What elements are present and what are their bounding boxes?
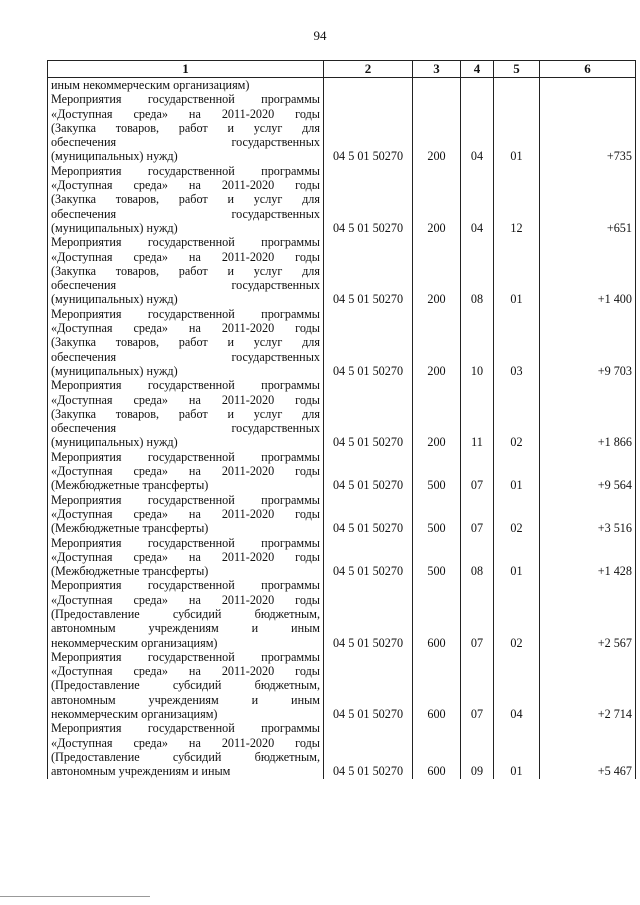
row-description-line: (Предоставление субсидий бюджетным, [51, 749, 320, 764]
table-row [48, 235, 636, 306]
row-description-line: «Доступная среда» на 2011-2020 годы [51, 106, 320, 121]
row-amount: +735 [540, 92, 636, 163]
budget-table [47, 60, 636, 779]
row-description-line: «Доступная среда» на 2011-2020 годы [51, 249, 320, 264]
row-description-line: (Предоставление субсидий бюджетным, [51, 606, 320, 621]
row-description [48, 307, 324, 378]
row-code: 04 5 01 50270 [324, 536, 413, 579]
row-description-line: «Доступная среда» на 2011-2020 годы [51, 549, 320, 564]
row-description-line: Мероприятия государственной программы [51, 92, 320, 107]
row-description [48, 92, 324, 163]
table-row [48, 578, 636, 649]
row-description-line: «Доступная среда» на 2011-2020 годы [51, 664, 320, 679]
row-description [48, 164, 324, 235]
row-description-line: «Доступная среда» на 2011-2020 годы [51, 506, 320, 521]
row-code: 04 5 01 50270 [324, 307, 413, 378]
table-row [48, 378, 636, 449]
row-description-line: Мероприятия государственной программы [51, 649, 320, 664]
row-description-line: «Доступная среда» на 2011-2020 годы [51, 321, 320, 336]
row-code: 04 5 01 50270 [324, 378, 413, 449]
row-code: 04 5 01 50270 [324, 721, 413, 778]
row-subsection: 01 [494, 721, 540, 778]
table-row [48, 92, 636, 163]
row-description-line: обеспечения государственных [51, 421, 320, 436]
row-amount: +2 567 [540, 578, 636, 649]
row-amount: +651 [540, 164, 636, 235]
row-description-line: Мероприятия государственной программы [51, 721, 320, 736]
row-amount: +2 714 [540, 650, 636, 721]
row-section: 07 [461, 450, 494, 493]
row-description-line: (Межбюджетные трансферты) [51, 478, 209, 493]
row-subsection: 01 [494, 235, 540, 306]
row-code: 04 5 01 50270 [324, 450, 413, 493]
table-row [48, 650, 636, 721]
row-description-line: обеспечения государственных [51, 349, 320, 364]
row-amount: +5 467 [540, 721, 636, 778]
row-description-line: Мероприятия государственной программы [51, 578, 320, 593]
row-description [48, 493, 324, 536]
row-description-line: (Закупка товаров, работ и услуг для [51, 406, 320, 421]
table-row [48, 721, 636, 778]
row-subsection: 01 [494, 450, 540, 493]
row-description [48, 450, 324, 493]
row-expense-type: 200 [413, 164, 461, 235]
row-section: 07 [461, 493, 494, 536]
row-expense-type: 200 [413, 92, 461, 163]
row-code: 04 5 01 50270 [324, 235, 413, 306]
column-header: 4 [461, 61, 494, 78]
row-expense-type: 200 [413, 307, 461, 378]
column-header: 2 [324, 61, 413, 78]
row-description-line: «Доступная среда» на 2011-2020 годы [51, 735, 320, 750]
row-section: 09 [461, 721, 494, 778]
row-code: 04 5 01 50270 [324, 92, 413, 163]
row-description-line: некоммерческим организациям) [51, 635, 218, 650]
table-row [48, 164, 636, 235]
row-expense-type: 500 [413, 493, 461, 536]
row-section: 08 [461, 235, 494, 306]
row-expense-type: 500 [413, 536, 461, 579]
row-description-line: (муниципальных) нужд) [51, 435, 178, 450]
row-description-line: Мероприятия государственной программы [51, 306, 320, 321]
row-description-line: Мероприятия государственной программы [51, 378, 320, 393]
row-description-line: (Межбюджетные трансферты) [51, 521, 209, 536]
row-description-line: некоммерческим организациям) [51, 707, 218, 722]
row-code: 04 5 01 50270 [324, 493, 413, 536]
row-description-line: Мероприятия государственной программы [51, 235, 320, 250]
row-description-line: (муниципальных) нужд) [51, 292, 178, 307]
table-row [48, 493, 636, 536]
row-expense-type: 600 [413, 721, 461, 778]
row-description-line: Мероприятия государственной программы [51, 449, 320, 464]
row-description-line: автономным учреждениям и иным [51, 621, 320, 636]
row-section: 11 [461, 378, 494, 449]
table-row [48, 307, 636, 378]
row-description-line: Мероприятия государственной программы [51, 492, 320, 507]
row-section: 07 [461, 578, 494, 649]
row-description-line: (Межбюджетные трансферты) [51, 564, 209, 579]
row-subsection: 12 [494, 164, 540, 235]
row-amount: +3 516 [540, 493, 636, 536]
row-subsection: 02 [494, 578, 540, 649]
row-description-line: (Закупка товаров, работ и услуг для [51, 335, 320, 350]
row-subsection: 01 [494, 92, 540, 163]
row-amount: +1 428 [540, 536, 636, 579]
row-expense-type: 200 [413, 378, 461, 449]
row-description-line: (муниципальных) нужд) [51, 363, 178, 378]
row-description-line: «Доступная среда» на 2011-2020 годы [51, 392, 320, 407]
row-description-line: Мероприятия государственной программы [51, 535, 320, 550]
row-subsection: 04 [494, 650, 540, 721]
table-row [48, 536, 636, 579]
row-subsection: 03 [494, 307, 540, 378]
row-section: 04 [461, 92, 494, 163]
row-description-line: «Доступная среда» на 2011-2020 годы [51, 178, 320, 193]
row-description-line: (муниципальных) нужд) [51, 149, 178, 164]
row-description [48, 378, 324, 449]
row-expense-type: 600 [413, 578, 461, 649]
column-header: 5 [494, 61, 540, 78]
row-subsection: 02 [494, 378, 540, 449]
row-code: 04 5 01 50270 [324, 578, 413, 649]
row-subsection: 01 [494, 536, 540, 579]
row-expense-type: 500 [413, 450, 461, 493]
row-description [48, 650, 324, 721]
row-description-line: (муниципальных) нужд) [51, 220, 178, 235]
row-amount: +1 400 [540, 235, 636, 306]
table-row-continuation [48, 78, 636, 93]
row-amount: +1 866 [540, 378, 636, 449]
row-section: 04 [461, 164, 494, 235]
row-code: 04 5 01 50270 [324, 650, 413, 721]
row-description-line: Мероприятия государственной программы [51, 163, 320, 178]
row-amount: +9 703 [540, 307, 636, 378]
column-header: 6 [540, 61, 636, 78]
row-subsection: 02 [494, 493, 540, 536]
column-header: 3 [413, 61, 461, 78]
row-description [48, 235, 324, 306]
row-description-line: обеспечения государственных [51, 278, 320, 293]
row-code: 04 5 01 50270 [324, 164, 413, 235]
row-description [48, 578, 324, 649]
row-description-line: (Закупка товаров, работ и услуг для [51, 120, 320, 135]
row-description-line: обеспечения государственных [51, 206, 320, 221]
row-expense-type: 200 [413, 235, 461, 306]
row-section: 08 [461, 536, 494, 579]
row-description-line: (Закупка товаров, работ и услуг для [51, 192, 320, 207]
row-description [48, 721, 324, 778]
row-description [48, 536, 324, 579]
table-header-row [48, 61, 636, 78]
page-number: 94 [313, 28, 327, 43]
row-description-line: иным некоммерческим организациям) [51, 78, 250, 92]
row-description-line: автономным учреждениям и иным [51, 692, 320, 707]
row-description-line: «Доступная среда» на 2011-2020 годы [51, 464, 320, 479]
row-description-line: обеспечения государственных [51, 135, 320, 150]
row-description-line: (Предоставление субсидий бюджетным, [51, 678, 320, 693]
row-description-line: «Доступная среда» на 2011-2020 годы [51, 592, 320, 607]
table-row [48, 450, 636, 493]
row-section: 10 [461, 307, 494, 378]
footer-rule [0, 896, 150, 897]
row-section: 07 [461, 650, 494, 721]
row-amount: +9 564 [540, 450, 636, 493]
column-header: 1 [48, 61, 324, 78]
row-expense-type: 600 [413, 650, 461, 721]
row-description-line: автономным учреждениям и иным [51, 764, 231, 779]
row-description-line: (Закупка товаров, работ и услуг для [51, 263, 320, 278]
